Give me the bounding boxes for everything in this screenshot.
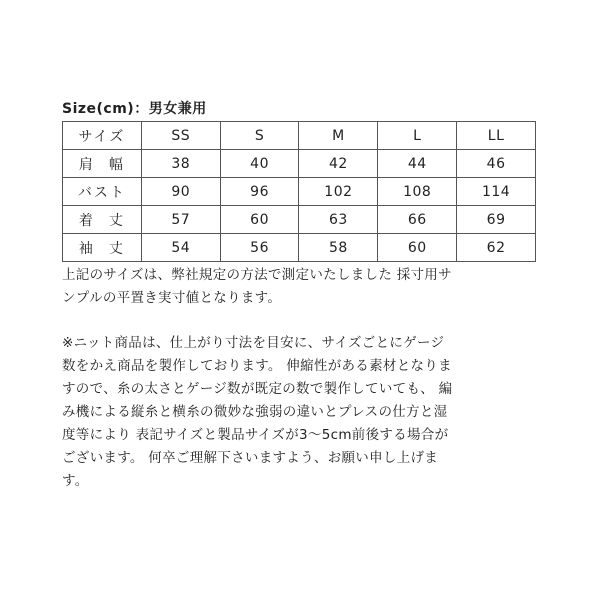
table-cell: 46 — [457, 150, 536, 178]
note-line: 度等により 表記サイズと製品サイズが3～5cm前後する場合が — [62, 427, 449, 443]
note-line: ※ニット商品は、仕上がり寸法を目安に、サイズごとにゲージ — [62, 335, 445, 351]
header-cell-ll: LL — [457, 122, 536, 150]
size-table — [62, 121, 536, 262]
note-line: ございます。 何卒ご理解下さいますよう、お願い申し上げま — [62, 450, 439, 466]
row-label-bust: バスト — [63, 178, 142, 206]
table-cell: 54 — [141, 234, 220, 262]
table-row-shoulder — [63, 150, 536, 178]
note-line: 数をかえ商品を製作しております。 伸縮性がある素材となりま — [62, 358, 452, 374]
table-cell: 57 — [141, 206, 220, 234]
row-label-sleeve: 袖丈 — [63, 234, 142, 262]
table-row-sleeve — [63, 234, 536, 262]
table-row-length — [63, 206, 536, 234]
table-cell: 60 — [220, 206, 299, 234]
header-cell-ss: SS — [141, 122, 220, 150]
table-cell: 63 — [299, 206, 378, 234]
table-cell: 42 — [299, 150, 378, 178]
header-cell-s: S — [220, 122, 299, 150]
table-row-bust — [63, 178, 536, 206]
table-cell: 90 — [141, 178, 220, 206]
header-cell-size: サイズ — [63, 122, 142, 150]
table-cell: 102 — [299, 178, 378, 206]
table-header-row — [63, 122, 536, 150]
table-cell: 60 — [378, 234, 457, 262]
table-cell: 62 — [457, 234, 536, 262]
table-cell: 56 — [220, 234, 299, 262]
measurement-note — [62, 264, 540, 310]
table-cell: 66 — [378, 206, 457, 234]
note-line: 上記のサイズは、弊社規定の方法で測定いたしました 採寸用サ — [62, 267, 452, 283]
note-line: すので、糸の太さとゲージ数が既定の数で製作していても、 編 — [62, 381, 453, 397]
table-cell: 44 — [378, 150, 457, 178]
table-cell: 108 — [378, 178, 457, 206]
table-cell: 69 — [457, 206, 536, 234]
row-label-length: 着丈 — [63, 206, 142, 234]
table-cell: 38 — [141, 150, 220, 178]
table-cell: 96 — [220, 178, 299, 206]
note-line: す。 — [62, 473, 89, 489]
header-cell-m: M — [299, 122, 378, 150]
knit-disclaimer — [62, 332, 540, 493]
header-cell-l: L — [378, 122, 457, 150]
table-cell: 40 — [220, 150, 299, 178]
table-cell: 58 — [299, 234, 378, 262]
note-line: み機による縦糸と横糸の微妙な強弱の違いとプレスの仕方と湿 — [62, 404, 448, 420]
note-line: ンプルの平置き実寸値となります。 — [62, 290, 282, 306]
table-cell: 114 — [457, 178, 536, 206]
row-label-shoulder: 肩幅 — [63, 150, 142, 178]
size-title: Size(cm)：男女兼用 — [62, 101, 207, 117]
